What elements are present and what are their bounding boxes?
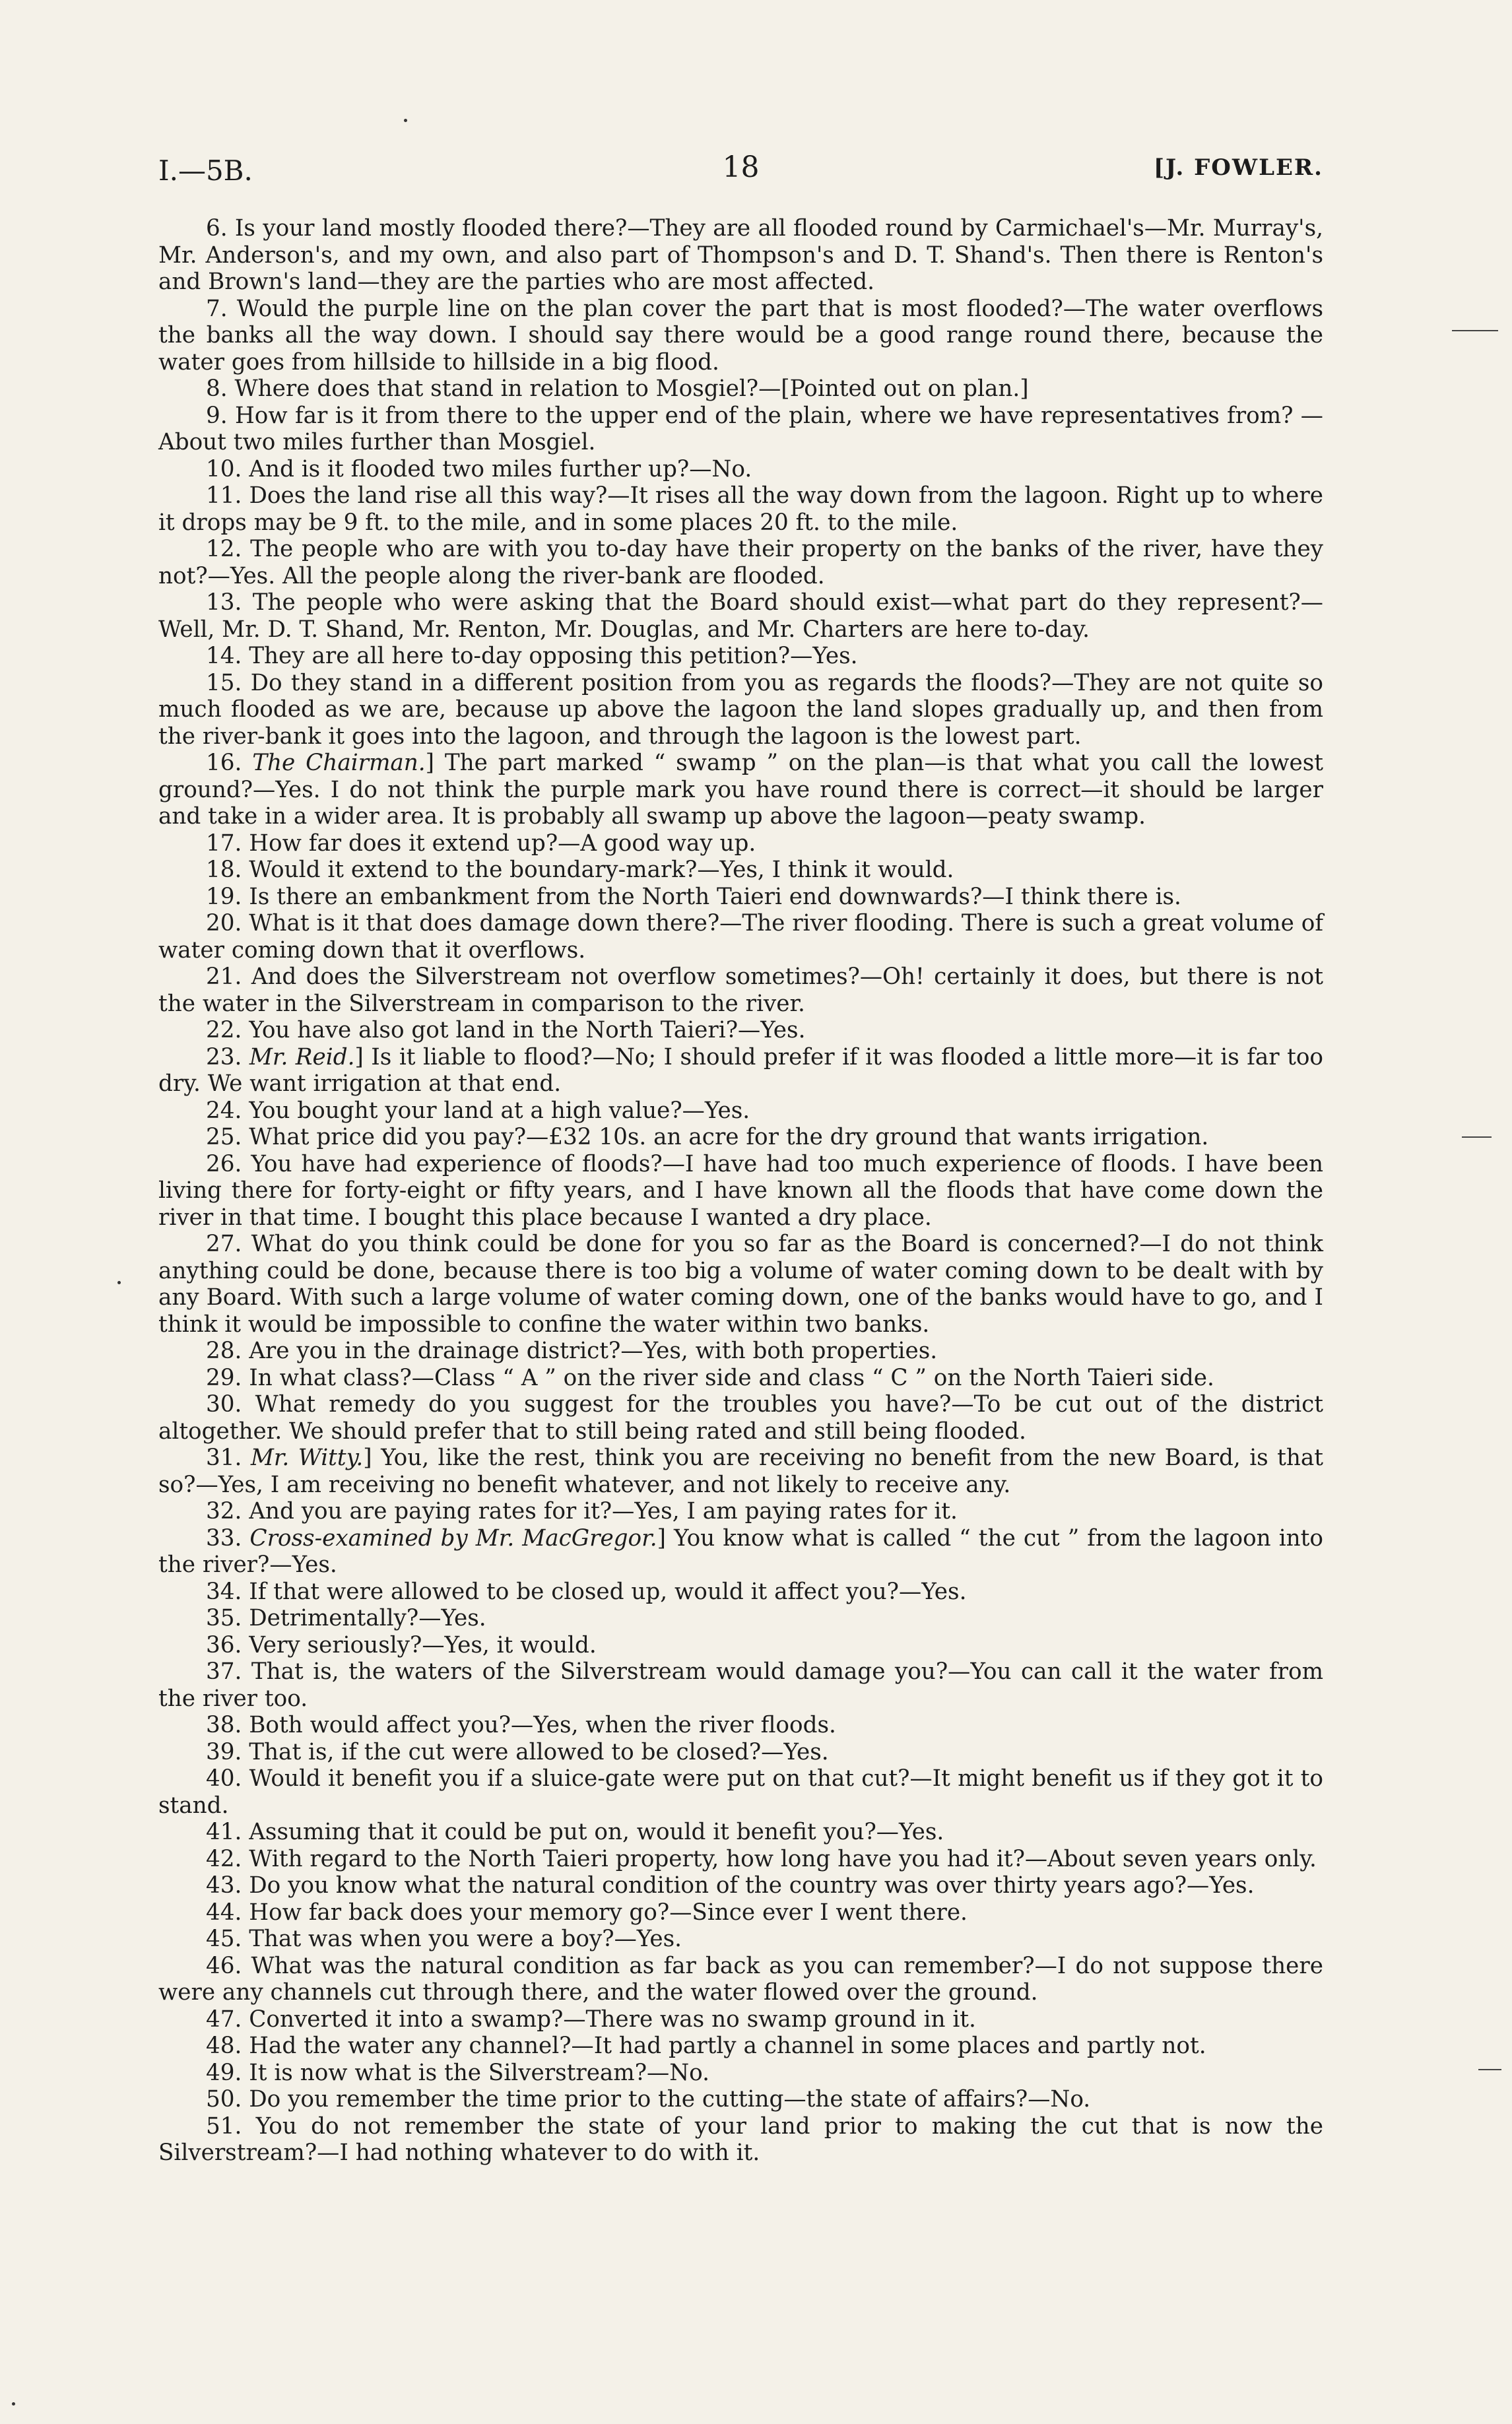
question-46: 46. What was the natural condition as far back as you can remember?—I do not suppose there were any channels cut through there, and the water flowed over the ground.: [158, 1952, 1323, 2006]
margin-speck: [404, 119, 407, 122]
question-number: 31.: [206, 1445, 251, 1471]
speaker-name: Mr. Reid.: [249, 1043, 355, 1070]
question-38: 38. Both would affect you?—Yes, when the river floods.: [206, 1712, 836, 1738]
speaker-name: Cross-examined by Mr. MacGregor.: [249, 1524, 657, 1552]
question-text: ] You, like the rest, think you are receiving no benefit from the new Board, is that so?—Yes, I am receiving no benefit whatever, and not likely to receive any.: [158, 1445, 1323, 1498]
question-22: 22. You have also got land in the North Taieri?—Yes.: [206, 1017, 806, 1043]
question-41: 41. Assuming that it could be put on, would it benefit you?—Yes.: [206, 1819, 944, 1845]
question-number: 23.: [206, 1043, 249, 1070]
question-28: 28. Are you in the drainage district?—Yes, with both properties.: [206, 1338, 938, 1364]
question-20: 20. What is it that does damage down there?—The river flooding. There is such a great volume of water coming down that it overflows.: [158, 910, 1323, 964]
question-48: 48. Had the water any channel?—It had partly a channel in some places and partly not.: [206, 2033, 1206, 2059]
question-text: ] The part marked “ swamp ” on the plan—is that what you call the lowest ground?—Yes. I do not think the purple mark you have round there is correct—it should be larger and take in a wider area. It is probably all swamp up above the lagoon—peaty swamp.: [158, 750, 1323, 830]
question-39: 39. That is, if the cut were allowed to be closed?—Yes.: [206, 1738, 829, 1765]
witness-name: [J. FOWLER.: [1153, 154, 1323, 181]
question-30: 30. What remedy do you suggest for the troubles you have?—To be cut out of the district altogether. We should prefer that to still being rated and still being flooded.: [158, 1391, 1323, 1445]
question-8: 8. Where does that stand in relation to Mosgiel?—[Pointed out on plan.]: [206, 376, 1029, 402]
document-reference: I.—5B.: [158, 154, 253, 187]
margin-mark: [1452, 330, 1498, 331]
question-25: 25. What price did you pay?—£32 10s. an acre for the dry ground that wants irrigation.: [206, 1124, 1209, 1150]
question-7: 7. Would the purple line on the plan cover the part that is most flooded?—The water overflows the banks all the way down. I should say there would be a good range round there, because the water goes from hillside to hillside in a big flood.: [158, 295, 1323, 376]
question-26: 26. You have had experience of floods?—I have had too much experience of floods. I have been living there for forty-eight or fifty years, and I have known all the floods that have come down the river in that time. I bought this place because I wanted a dry place.: [158, 1150, 1323, 1231]
question-47: 47. Converted it into a swamp?—There was no swamp ground in it.: [206, 2006, 976, 2033]
question-36: 36. Very seriously?—Yes, it would.: [206, 1631, 597, 1658]
evidence-text: [158, 215, 1323, 2167]
margin-mark: [1462, 1136, 1492, 1138]
question-6: 6. Is your land mostly flooded there?—They are all flooded round by Carmichael's—Mr. Murray's, Mr. Anderson's, and my own, and also part of Thompson's and D. T. Shand's. Then there is Renton's and Brown's land—they are the parties who are most affected.: [158, 215, 1323, 295]
page-number: 18: [722, 150, 760, 184]
question-text: ] You know what is called “ the cut ” from the lagoon into the river?—Yes.: [158, 1524, 1323, 1578]
margin-speck: [12, 2402, 15, 2406]
question-43: 43. Do you know what the natural condition of the country was over thirty years ago?—Yes.: [206, 1872, 1255, 1899]
question-text: ] Is it liable to flood?—No; I should prefer if it was flooded a little more—it is far too dry. We want irrigation at that end.: [158, 1043, 1323, 1097]
question-44: 44. How far back does your memory go?—Since ever I went there.: [206, 1899, 968, 1926]
question-14: 14. They are all here to-day opposing this petition?—Yes.: [206, 643, 858, 669]
question-18: 18. Would it extend to the boundary-mark?—Yes, I think it would.: [206, 857, 954, 883]
question-42: 42. With regard to the North Taieri property, how long have you had it?—About seven years only.: [206, 1845, 1317, 1872]
question-37: 37. That is, the waters of the Silverstream would damage you?—You can call it the water from the river too.: [158, 1658, 1323, 1712]
question-31: [158, 1445, 1323, 1498]
question-24: 24. You bought your land at a high value?—Yes.: [206, 1097, 750, 1124]
question-19: 19. Is there an embankment from the North Taieri end downwards?—I think there is.: [206, 883, 1181, 910]
question-17: 17. How far does it extend up?—A good way up.: [206, 830, 756, 857]
question-10: 10. And is it flooded two miles further up?—No.: [206, 455, 752, 482]
question-16: [158, 750, 1323, 830]
speaker-name: Mr. Witty.: [250, 1445, 364, 1471]
question-50: 50. Do you remember the time prior to the cutting—the state of affairs?—No.: [206, 2086, 1091, 2113]
question-49: 49. It is now what is the Silverstream?—No.: [206, 2059, 710, 2086]
question-15: 15. Do they stand in a different position from you as regards the floods?—They are not quite so much flooded as we are, because up above the lagoon the land slopes gradually up, and then from the river-bank it goes into the lagoon, and through the lagoon is the lowest part.: [158, 669, 1323, 750]
question-13: 13. The people who were asking that the Board should exist—what part do they represent?—Well, Mr. D. T. Shand, Mr. Renton, Mr. Douglas, and Mr. Charters are here to-day.: [158, 589, 1323, 643]
question-29: 29. In what class?—Class “ A ” on the river side and class “ C ” on the North Taieri side.: [206, 1364, 1214, 1391]
speaker-name: The Chairman.: [252, 750, 426, 776]
question-27: 27. What do you think could be done for you so far as the Board is concerned?—I do not think anything could be done, because there is too big a volume of water coming down to be dealt with by any Board. With such a large volume of water coming down, one of the banks would have to go, and I think it would be impossible to confine the water within two banks.: [158, 1231, 1323, 1338]
question-34: 34. If that were allowed to be closed up, would it affect you?—Yes.: [206, 1578, 967, 1605]
question-45: 45. That was when you were a boy?—Yes.: [206, 1926, 682, 1952]
question-12: 12. The people who are with you to-day have their property on the banks of the river, have they not?—Yes. All the people along the river-bank are flooded.: [158, 536, 1323, 589]
page-header: [158, 150, 1323, 190]
question-number: 16.: [206, 750, 253, 776]
question-51: 51. You do not remember the state of your land prior to making the cut that is now the Silverstream?—I had nothing whatever to do with it.: [158, 2113, 1323, 2166]
margin-mark: [1478, 2069, 1501, 2070]
question-21: 21. And does the Silverstream not overflow sometimes?—Oh! certainly it does, but there is not the water in the Silverstream in comparison to the river.: [158, 964, 1323, 1017]
question-32: 32. And you are paying rates for it?—Yes, I am paying rates for it.: [206, 1498, 958, 1524]
question-23: [158, 1044, 1323, 1097]
margin-speck: [117, 1281, 121, 1284]
question-11: 11. Does the land rise all this way?—It rises all the way down from the lagoon. Right up to where it drops may be 9 ft. to the mile, and in some places 20 ft. to the mile.: [158, 482, 1323, 536]
question-33: [158, 1525, 1323, 1579]
question-35: 35. Detrimentally?—Yes.: [206, 1605, 486, 1631]
question-40: 40. Would it benefit you if a sluice-gate were put on that cut?—It might benefit us if they got it to stand.: [158, 1765, 1323, 1819]
question-9: 9. How far is it from there to the upper end of the plain, where we have representatives from? —About two miles further than Mosgiel.: [158, 402, 1323, 455]
question-number: 33.: [206, 1524, 250, 1552]
